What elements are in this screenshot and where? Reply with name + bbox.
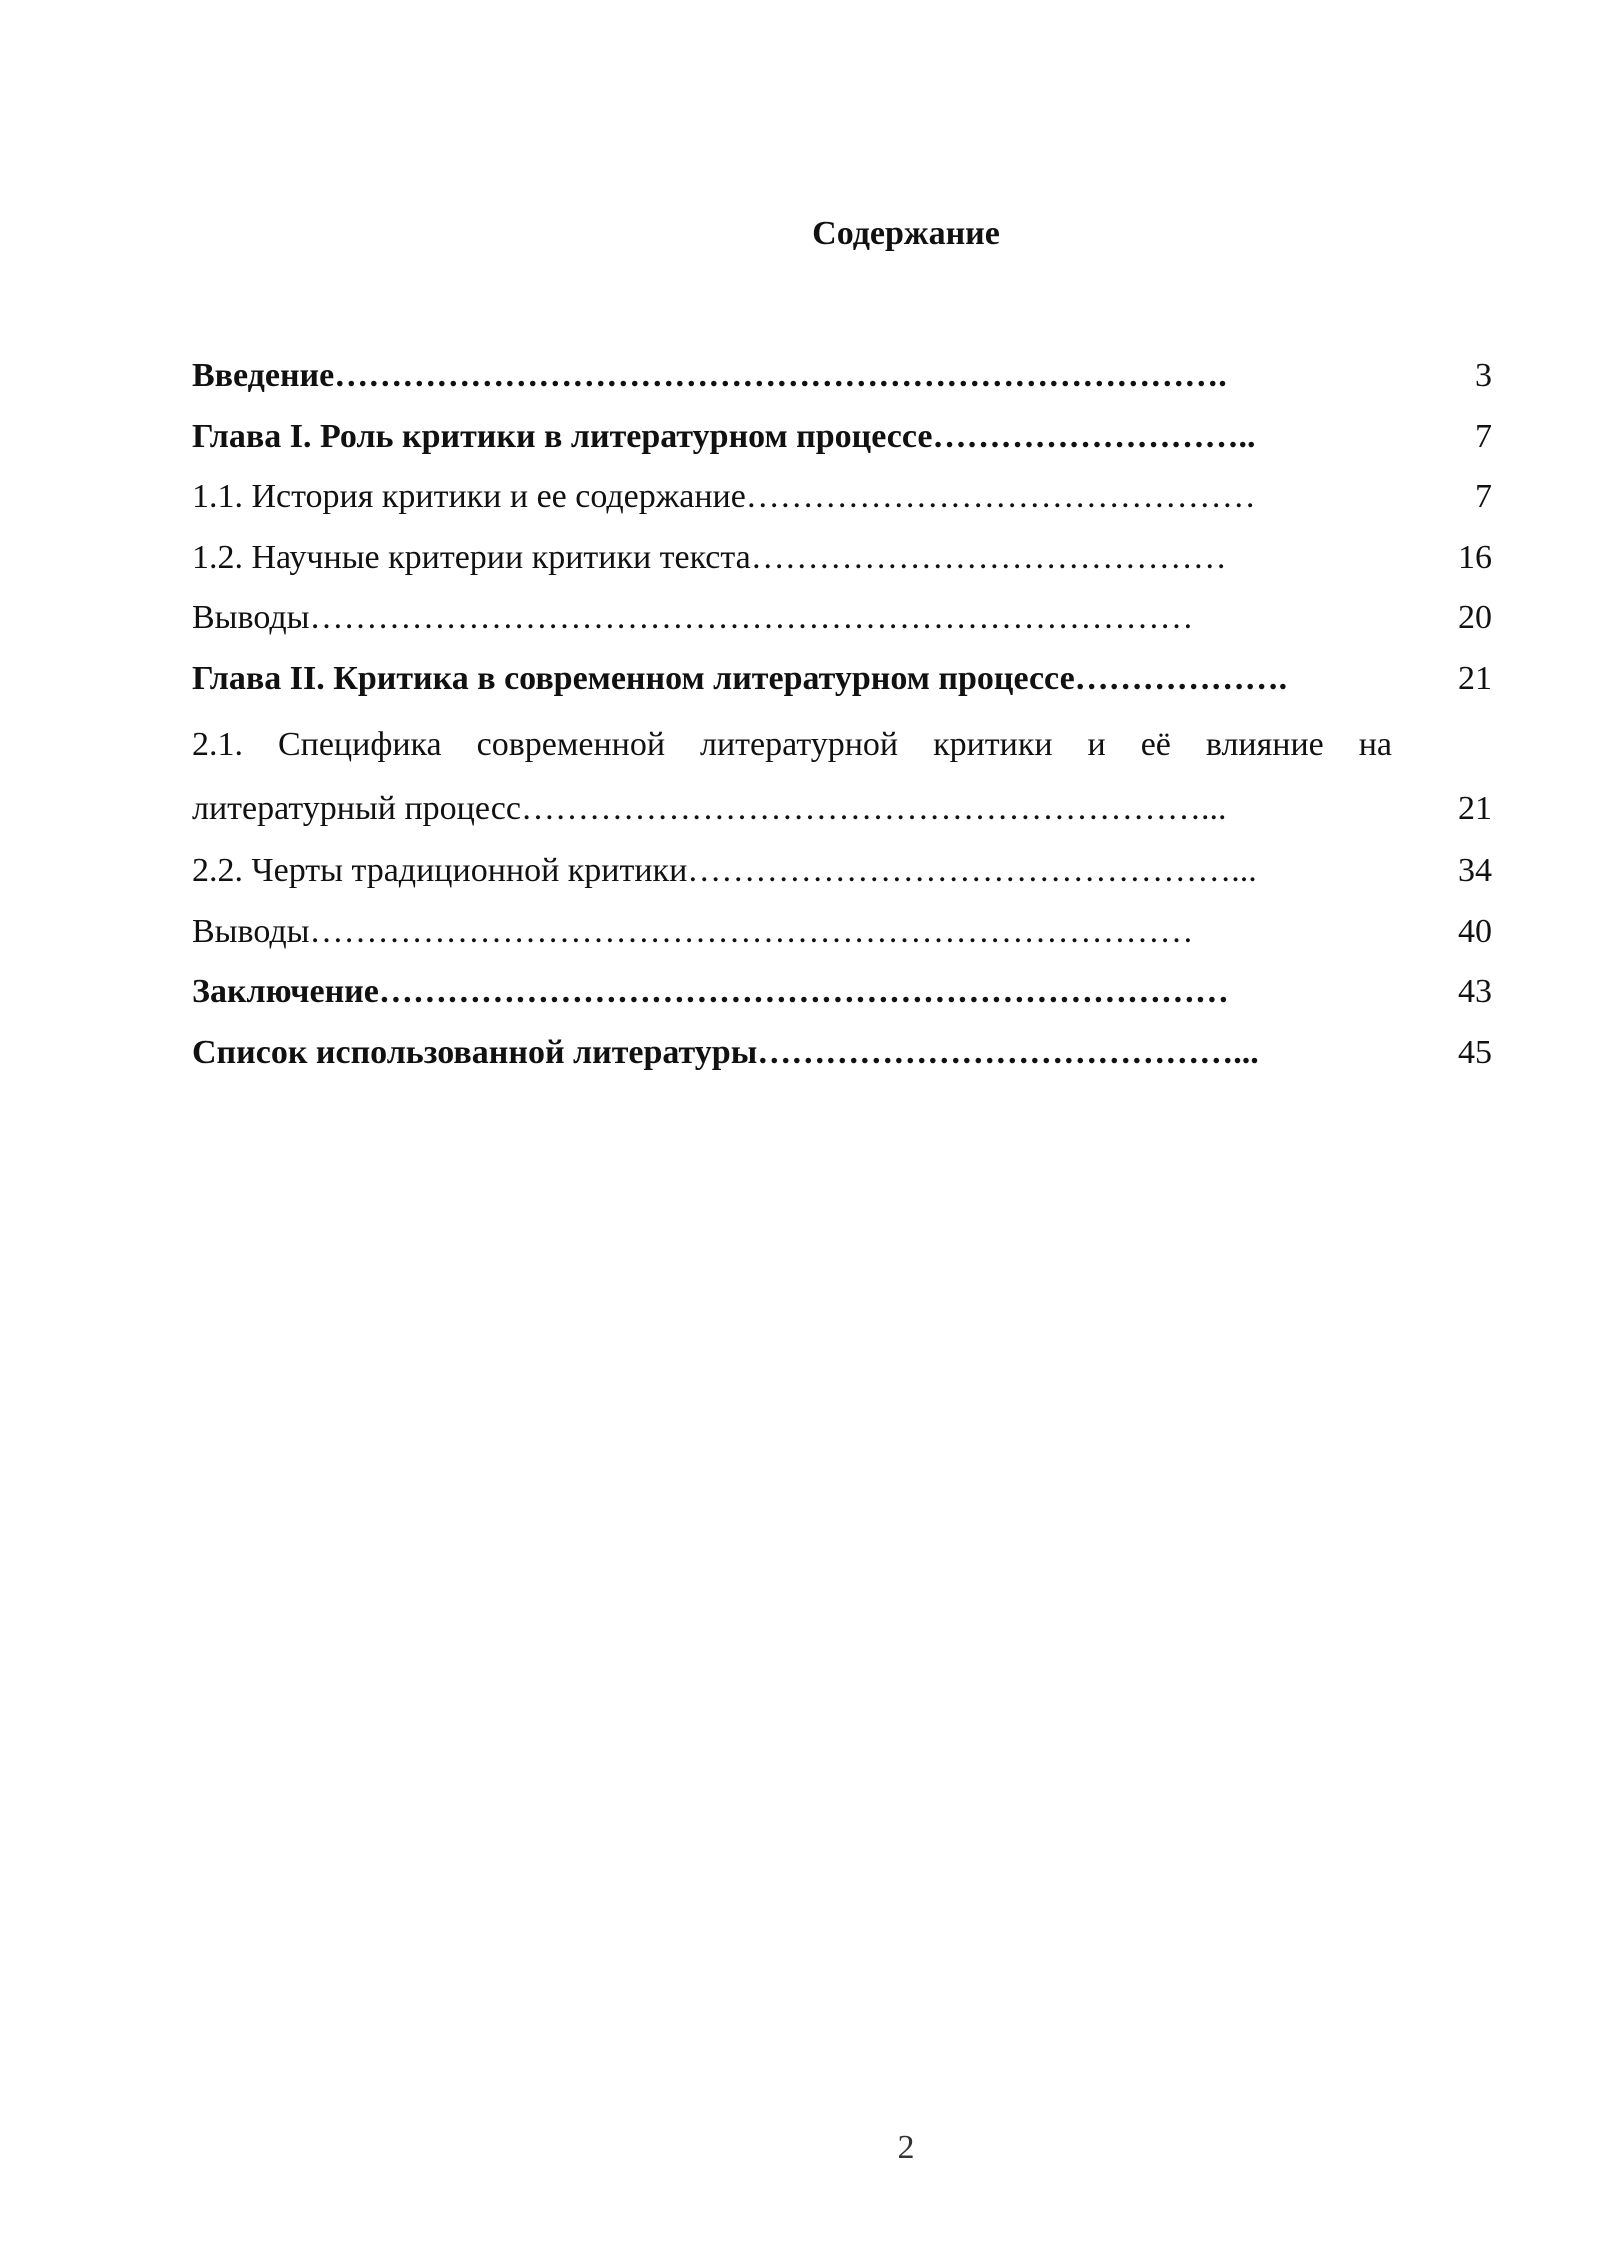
toc-entry-text: Список использованной литературы……………………………………...	[192, 1033, 1259, 1071]
toc-entry-page: 43	[1458, 973, 1492, 1010]
toc-entry-introduction[interactable]	[192, 346, 1492, 407]
toc-entry-section-1-1[interactable]	[192, 467, 1492, 528]
toc-entry-page: 3	[1475, 357, 1492, 394]
toc-entry-text: Выводы……………………………………………………………………	[192, 912, 1194, 950]
toc-entry-page: 34	[1458, 852, 1492, 889]
toc-entry-page: 21	[1458, 790, 1492, 827]
toc-entry-conclusion[interactable]	[192, 962, 1492, 1023]
toc-entry-text: 2.2. Черты традиционной критики…………………………………………...	[192, 852, 1257, 889]
toc-entry-page: 7	[1475, 417, 1492, 455]
toc-entry-text: 1.2. Научные критерии критики текста……………………………………	[192, 538, 1227, 576]
toc-entry-section-2-2[interactable]	[192, 841, 1492, 902]
toc-entry-page: 21	[1458, 659, 1492, 697]
toc-entry-conclusions-2[interactable]	[192, 902, 1492, 963]
toc-entry-text: 1.1. История критики и ее содержание………………………………………	[192, 478, 1256, 515]
toc-entry-conclusions-1[interactable]	[192, 588, 1492, 649]
toc-entry-text: Выводы……………………………………………………………………	[192, 599, 1194, 636]
toc-entry-chapter-2[interactable]	[192, 649, 1492, 710]
toc-entry-page: 7	[1475, 478, 1492, 515]
toc-entry-page: 40	[1458, 912, 1492, 950]
toc-entry-page: 45	[1458, 1033, 1492, 1071]
toc-entry-bibliography[interactable]	[192, 1023, 1492, 1084]
page-number: 2	[897, 2129, 915, 2166]
toc-entry-chapter-1[interactable]	[192, 407, 1492, 468]
toc-entry-text: Глава II. Критика в современном литературном процессе……………….	[192, 659, 1288, 697]
table-of-contents	[192, 346, 1492, 1083]
toc-title: Содержание	[812, 215, 1000, 252]
toc-entry-text: Глава I. Роль критики в литературном процессе………………………..	[192, 417, 1256, 455]
toc-entry-page: 20	[1458, 599, 1492, 636]
toc-entry-section-2-1[interactable]	[192, 709, 1492, 841]
toc-entry-page: 16	[1458, 538, 1492, 576]
toc-entry-text: Заключение…………………………………………………………………	[192, 973, 1229, 1010]
toc-entry-text: Введение…………………………………………………………………….	[192, 357, 1227, 394]
toc-entry-section-1-2[interactable]	[192, 528, 1492, 589]
toc-entry-text: 2.1. Специфика современной литературной критики и её влияние на литературный процесс……………………………………………………...	[192, 726, 1392, 827]
